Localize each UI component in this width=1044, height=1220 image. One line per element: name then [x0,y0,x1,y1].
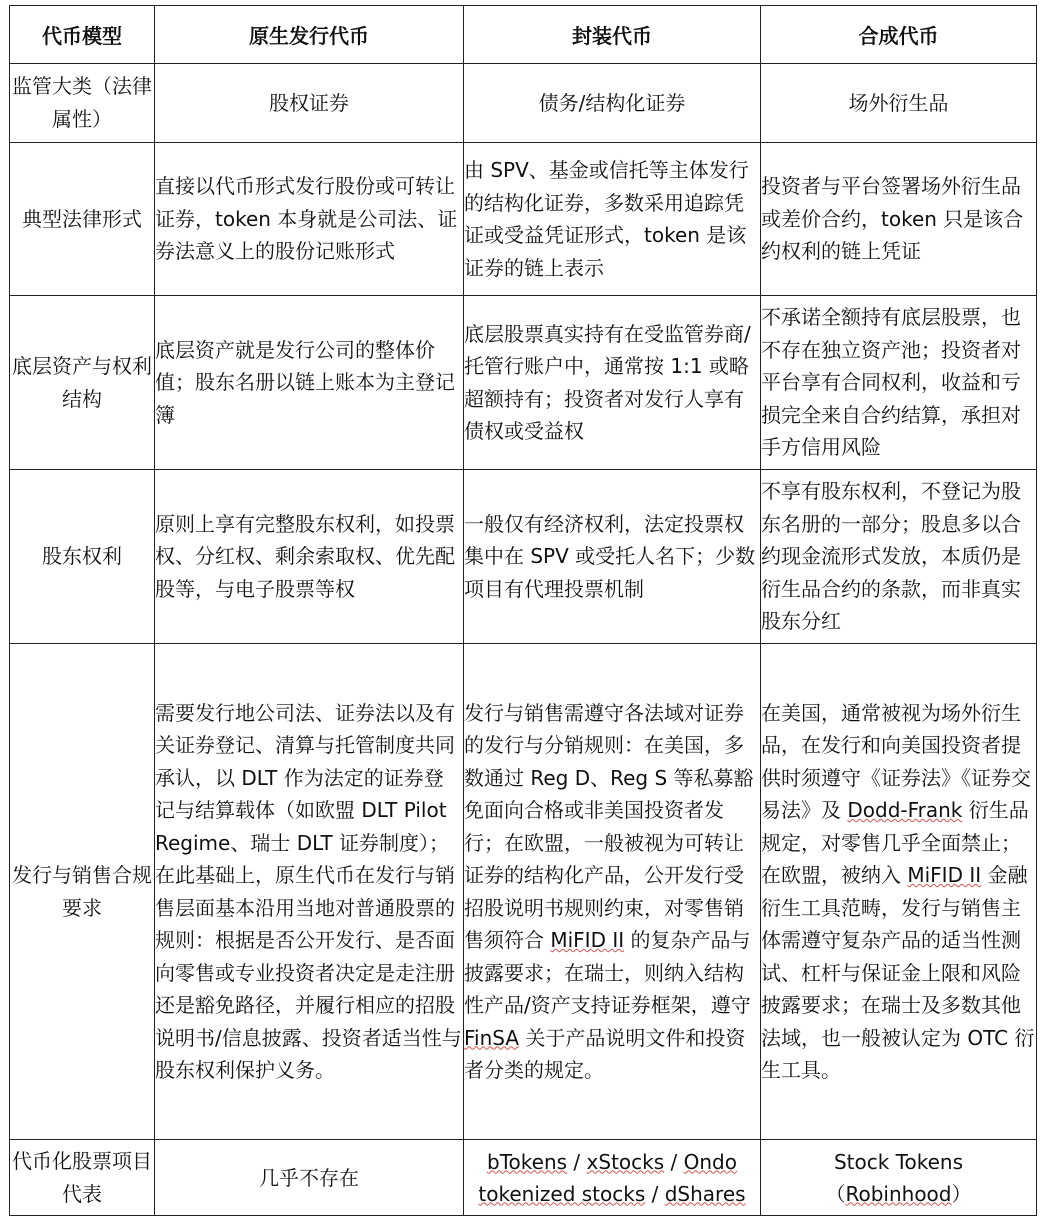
synthetic-examples-line-1: Stock Tokens [833,1149,964,1174]
cell-synthetic-examples [761,1140,1037,1216]
header-token-model: 代币模型 [10,6,155,64]
cell-native-compliance: 需要发行地公司法、证券法以及有关证券登记、清算与托管制度共同承认，以 DLT 作为法定的证券登记与结算载体（如欧盟 DLT Pilot Regime、瑞士 DLT 证券制度）；在此基础上，原生代币在发行与销售层面基本沿用当地对普通股票的规则：根据是否公开发行、是否面向零售或专业投资者决定是走注册还是豁免路径，并履行相应的招股说明书/信息披露、投资者适当性与股东权利保护义务。 [155,644,464,1140]
cell-synthetic-regulatory: 场外衍生品 [761,64,1037,143]
table-header-row [10,6,1037,64]
table-row [10,1140,1037,1216]
cell-wrapped-examples [464,1140,761,1216]
cell-native-shareholder-rights: 原则上享有完整股东权利，如投票权、分红权、剩余索取权、优先配股等，与电子股票等权 [155,470,464,644]
xstocks-term: xStocks [586,1149,665,1174]
btokens-term: bTokens [487,1149,568,1174]
wrapped-compliance-text: 的复杂产品与披露要求；在瑞士，则纳入结构性产品/资产支持证券框架，遵守 [464,928,751,1017]
table-row [10,470,1037,644]
table-row [10,64,1037,143]
cell-wrapped-regulatory: 债务/结构化证券 [464,64,761,143]
mifid-term: MiFID II [907,863,982,887]
ondo-term: Ondo [683,1149,737,1174]
finsa-term: FinSA [464,1025,520,1050]
row-label-regulatory-category: 监管大类（法律属性） [10,64,155,143]
cell-wrapped-underlying: 底层股票真实持有在受监管券商/托管行账户中，通常按 1:1 或略超额持有；投资者对发行人享有债权或受益权 [464,296,761,470]
separator: / [567,1149,587,1174]
wrapped-examples-line-1 [464,1146,760,1178]
cell-native-examples: 几乎不存在 [155,1140,464,1216]
cell-native-underlying: 底层资产就是发行公司的整体价值；股东名册以链上账本为主登记簿 [155,296,464,470]
synthetic-compliance-text: 衍生品规定，对零售几乎全面禁止；在欧盟，被纳入 [761,798,1029,887]
separator: / [645,1181,665,1206]
row-label-legal-form: 典型法律形式 [10,143,155,296]
row-label-underlying-assets: 底层资产与权利结构 [10,296,155,470]
separator: / [664,1149,684,1174]
paren-close: ） [951,1181,972,1206]
synthetic-compliance-text: 在美国，通常被视为场外衍生品，在发行和向美国投资者提供时须遵守《证券法》《证券交易法》及 [761,700,1031,822]
wrapped-examples-line-2 [464,1178,760,1210]
synthetic-compliance-text: 金融衍生工具范畴，发行与销售主体需遵守复杂产品的适当性测试、杠杆与保证金上限和风险披露要求；在瑞士及多数其他法域，也一般被认定为 OTC 衍生工具。 [761,863,1035,1082]
header-wrapped-token: 封装代币 [464,6,761,64]
cell-synthetic-underlying: 不承诺全额持有底层股票，也不存在独立资产池；投资者对平台享有合同权利，收益和亏损完全来自合约结算，承担对手方信用风险 [761,296,1037,470]
synthetic-examples-line-2 [761,1178,1036,1210]
table-row [10,143,1037,296]
cell-synthetic-shareholder-rights: 不享有股东权利，不登记为股东名册的一部分；股息多以合约现金流形式发放，本质仍是衍生品合约的条款，而非真实股东分红 [761,470,1037,644]
tokenized-stocks-term: tokenized stocks [478,1181,646,1206]
mifid-term: MiFID II [550,928,625,952]
cell-wrapped-compliance [464,644,761,1140]
wrapped-compliance-text: 关于产品说明文件和投资者分类的规定。 [464,1025,746,1082]
table-row [10,644,1037,1140]
cell-wrapped-legal-form: 由 SPV、基金或信托等主体发行的结构化证券，多数采用追踪凭证或受益凭证形式，token 是该证券的链上表示 [464,143,761,296]
wrapped-compliance-text: 发行与销售需遵守各法域对证券的发行与分销规则：在美国，多数通过 Reg D、Reg S 等私募豁免面向合格或非美国投资者发行；在欧盟，一般被视为可转让证券的结构化产品，公开发行受招股说明书规则约束，对零售销售须符合 [464,700,754,952]
header-native-token: 原生发行代币 [155,6,464,64]
robinhood-term: Robinhood [845,1181,952,1206]
cell-native-legal-form: 直接以代币形式发行股份或可转让证券，token 本身就是公司法、证券法意义上的股份记账形式 [155,143,464,296]
paren-open: （ [825,1181,846,1206]
dodd-frank-term: Dodd-Frank [847,798,963,822]
cell-synthetic-compliance [761,644,1037,1140]
row-label-issuance-compliance: 发行与销售合规要求 [10,644,155,1140]
cell-wrapped-shareholder-rights: 一般仅有经济权利，法定投票权集中在 SPV 或受托人名下；少数项目有代理投票机制 [464,470,761,644]
header-synthetic-token: 合成代币 [761,6,1037,64]
cell-native-regulatory: 股权证券 [155,64,464,143]
dshares-term: dShares [664,1181,746,1206]
cell-synthetic-legal-form: 投资者与平台签署场外衍生品或差价合约，token 只是该合约权利的链上凭证 [761,143,1037,296]
table-row [10,296,1037,470]
token-model-comparison-table [9,5,1037,1216]
row-label-project-examples: 代币化股票项目代表 [10,1140,155,1216]
row-label-shareholder-rights: 股东权利 [10,470,155,644]
